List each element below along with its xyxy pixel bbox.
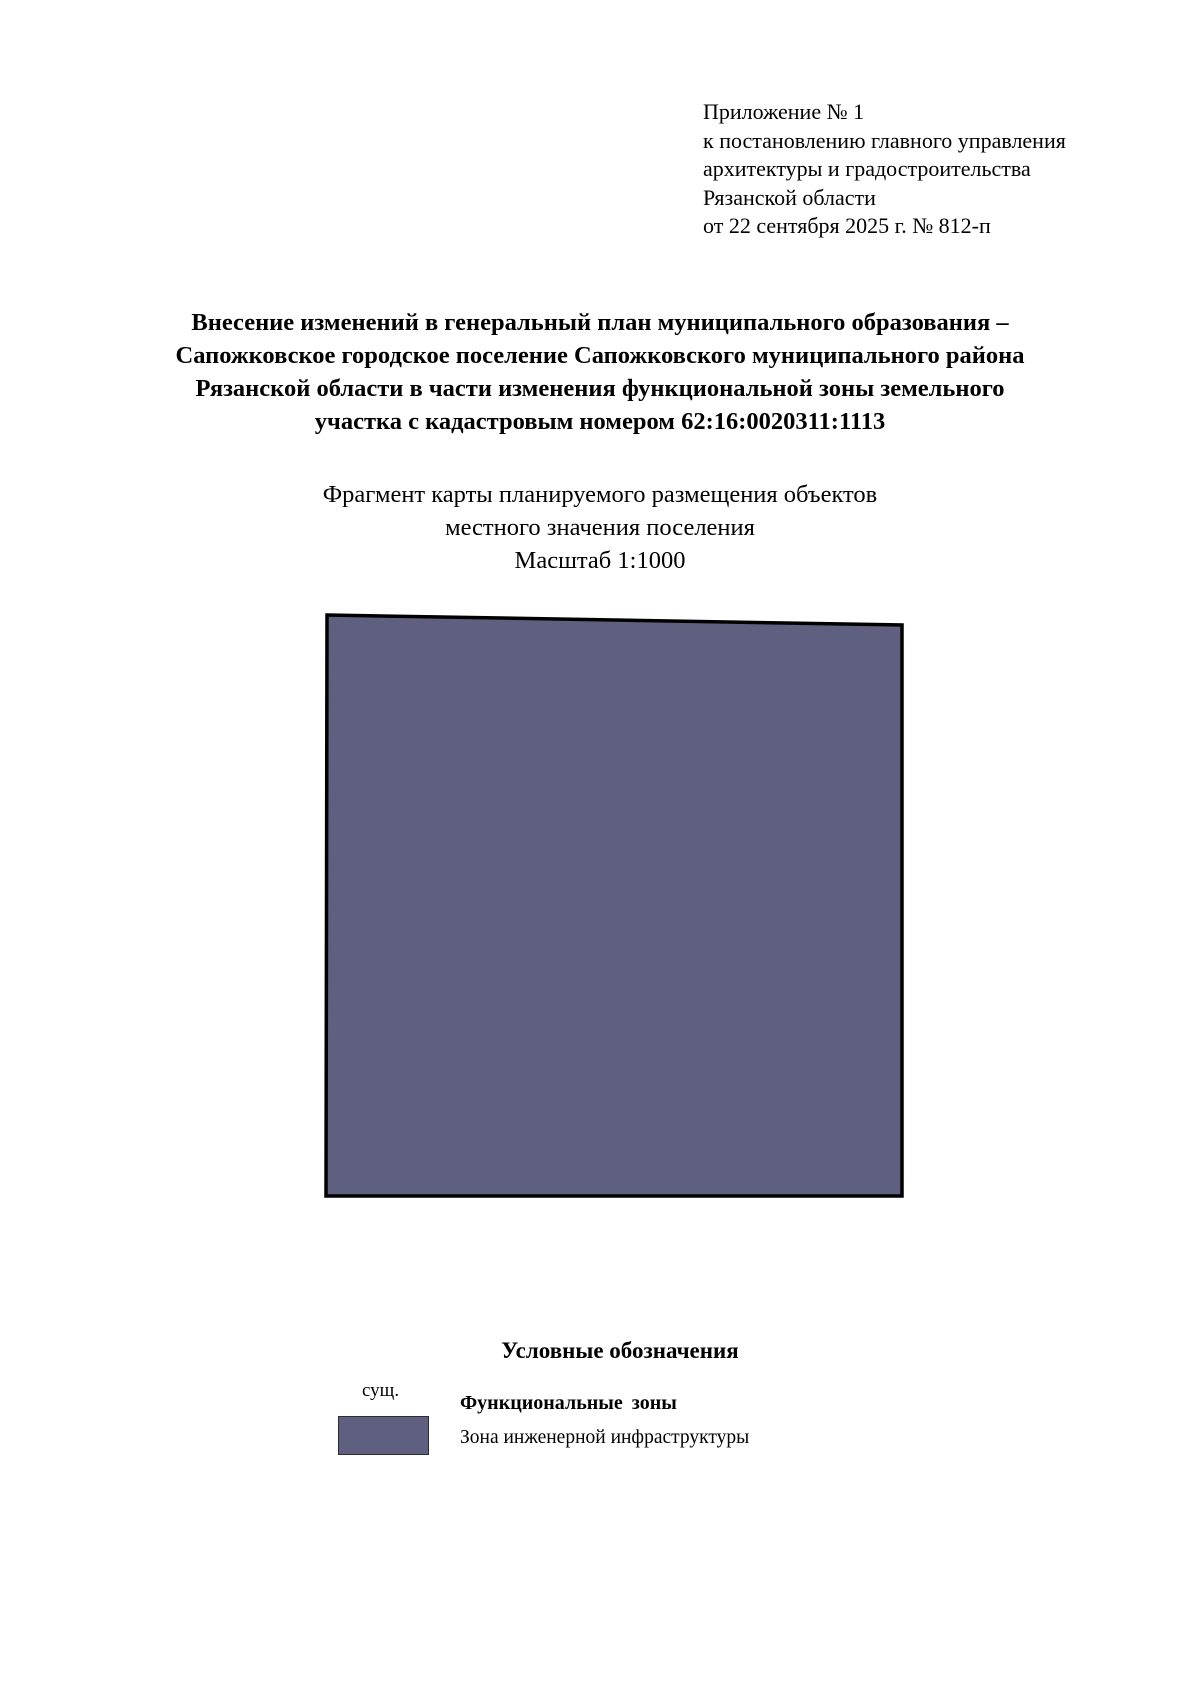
- title-line: Рязанской области в части изменения функциональной зоны земельного: [195, 375, 1005, 402]
- legend-status-label: сущ.: [362, 1380, 400, 1401]
- appendix-line: к постановлению главного управления: [703, 127, 1066, 153]
- land-plot-zone-polygon: [326, 615, 902, 1196]
- title-line: Сапожковское городское поселение Сапожковского муниципального района: [175, 342, 1025, 369]
- legend-group-label: Функциональные зоны: [460, 1392, 677, 1414]
- title-line: участка с кадастровым номером 62:16:0020311:1113: [314, 408, 886, 435]
- appendix-line: от 22 сентября 2025 г. № 812-п: [703, 213, 991, 238]
- appendix-line: Приложение № 1: [703, 99, 865, 124]
- legend-title: Условные обозначения: [501, 1338, 739, 1363]
- caption-line: Фрагмент карты планируемого размещения объектов: [322, 481, 878, 508]
- appendix-line: Рязанской области: [703, 184, 876, 210]
- title-line: Внесение изменений в генеральный план муниципального образования –: [191, 309, 1009, 336]
- caption-line: местного значения поселения: [445, 514, 755, 541]
- legend-item-label: Зона инженерной инфраструктуры: [460, 1427, 750, 1448]
- legend-swatch-engineering-zone: [338, 1416, 429, 1455]
- appendix-line: архитектуры и градостроительства: [703, 156, 1031, 181]
- map-scale: Масштаб 1:1000: [514, 547, 686, 574]
